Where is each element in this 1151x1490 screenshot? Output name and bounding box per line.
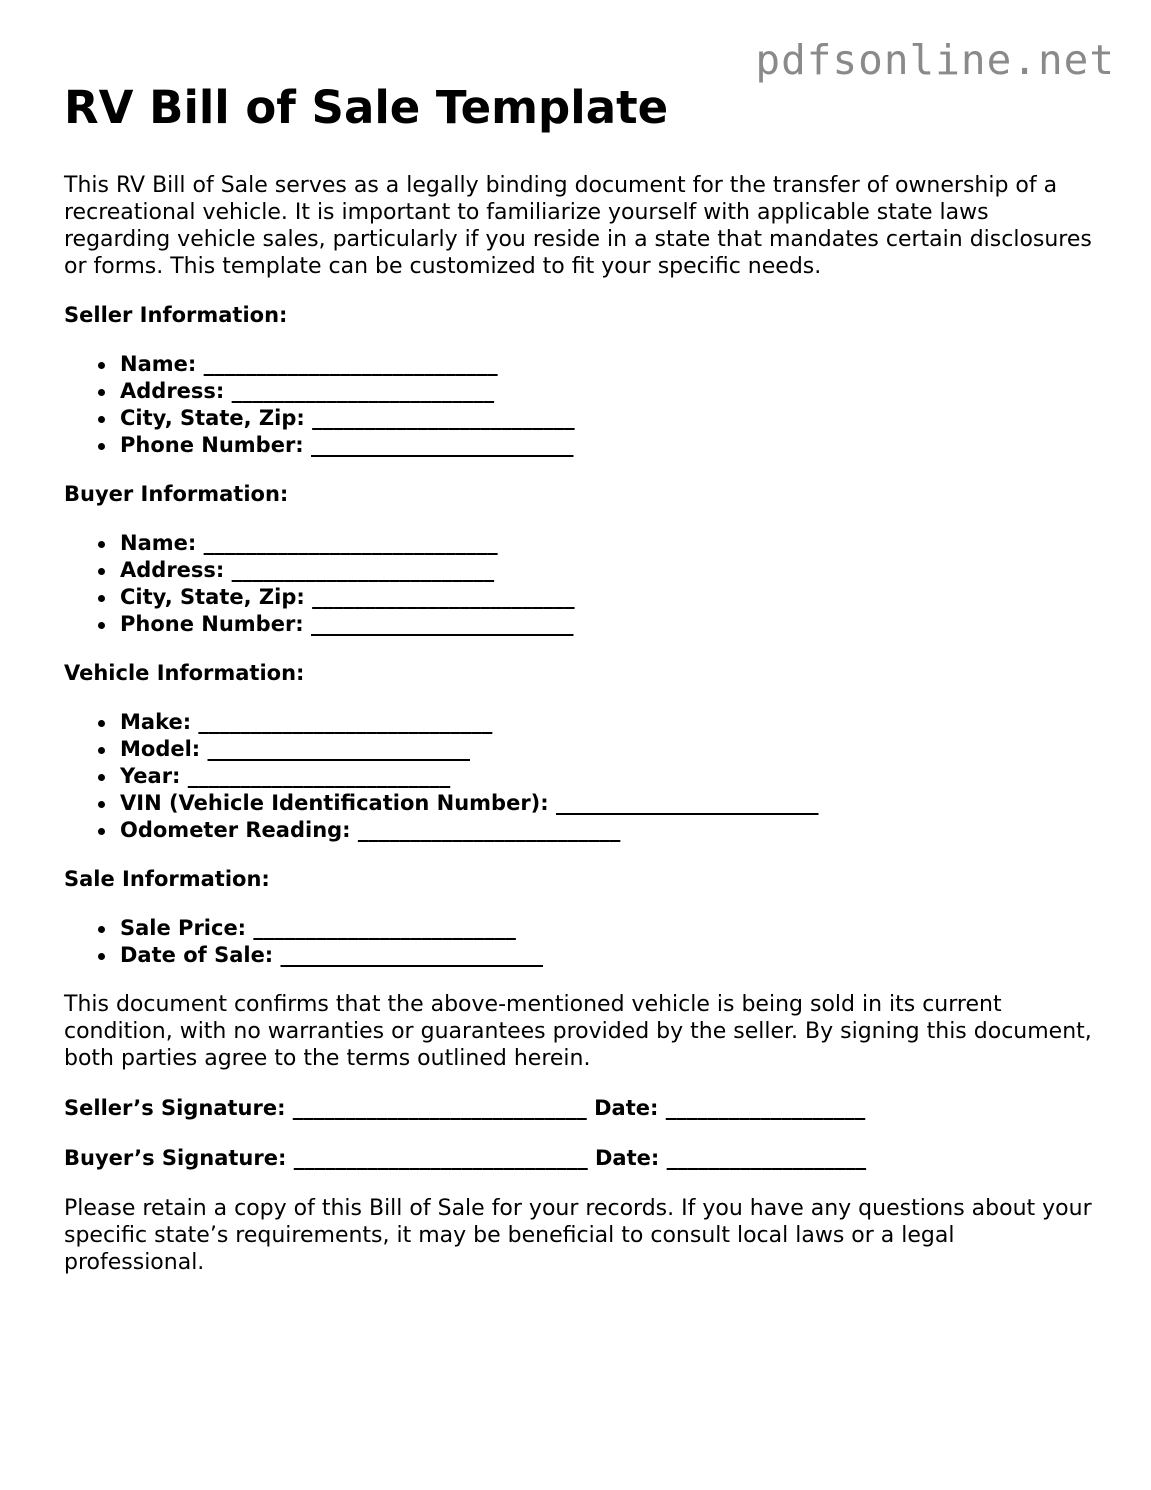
sale-price-field: Sale Price: _________________________ bbox=[120, 915, 1094, 942]
buyer-section-heading: Buyer Information: bbox=[64, 482, 289, 506]
seller-name-field: Name: ____________________________ bbox=[120, 351, 1094, 378]
seller-signature-line: Seller’s Signature: ____________________________ Date: ___________________ bbox=[64, 1096, 866, 1120]
buyer-name-field: Name: ____________________________ bbox=[120, 530, 1094, 557]
seller-phone-field: Phone Number: _________________________ bbox=[120, 432, 1094, 459]
sale-field-list bbox=[64, 915, 1094, 969]
vehicle-model-field: Model: _________________________ bbox=[120, 736, 1094, 763]
page-title: RV Bill of Sale Template bbox=[64, 81, 669, 134]
buyer-address-field: Address: _________________________ bbox=[120, 557, 1094, 584]
intro-paragraph: This RV Bill of Sale serves as a legally binding document for the transfer of ownership of a recreational vehicle. It is important to familiarize yourself with applicable state laws regarding vehicle sales, particularly if you reside in a state that mandates certain disclosures or forms. This template can be customized to fit your specific needs. bbox=[64, 173, 1092, 279]
seller-address-field: Address: _________________________ bbox=[120, 378, 1094, 405]
vehicle-section-heading: Vehicle Information: bbox=[64, 661, 305, 685]
seller-city-state-zip-field: City, State, Zip: _________________________ bbox=[120, 405, 1094, 432]
vehicle-odometer-field: Odometer Reading: _________________________ bbox=[120, 817, 1094, 844]
sale-section-heading: Sale Information: bbox=[64, 867, 270, 891]
vehicle-vin-field: VIN (Vehicle Identification Number): _________________________ bbox=[120, 790, 1094, 817]
footer-paragraph: Please retain a copy of this Bill of Sale for your records. If you have any questions about your specific state’s requirements, it may be beneficial to consult local laws or a legal professional. bbox=[64, 1196, 1092, 1275]
closing-paragraph: This document confirms that the above-mentioned vehicle is being sold in its current condition, with no warranties or guarantees provided by the seller. By signing this document, both parties agree to the terms outlined herein. bbox=[64, 992, 1092, 1071]
vehicle-year-field: Year: _________________________ bbox=[120, 763, 1094, 790]
seller-field-list bbox=[64, 351, 1094, 459]
document-body bbox=[64, 80, 1094, 1276]
seller-section-heading: Seller Information: bbox=[64, 303, 288, 327]
buyer-field-list bbox=[64, 530, 1094, 638]
watermark: pdfsonline.net bbox=[755, 36, 1115, 84]
vehicle-make-field: Make: ____________________________ bbox=[120, 709, 1094, 736]
sale-date-field: Date of Sale: _________________________ bbox=[120, 942, 1094, 969]
buyer-city-state-zip-field: City, State, Zip: _________________________ bbox=[120, 584, 1094, 611]
buyer-phone-field: Phone Number: _________________________ bbox=[120, 611, 1094, 638]
buyer-signature-line: Buyer’s Signature: ____________________________ Date: ___________________ bbox=[64, 1146, 867, 1170]
vehicle-field-list bbox=[64, 709, 1094, 844]
